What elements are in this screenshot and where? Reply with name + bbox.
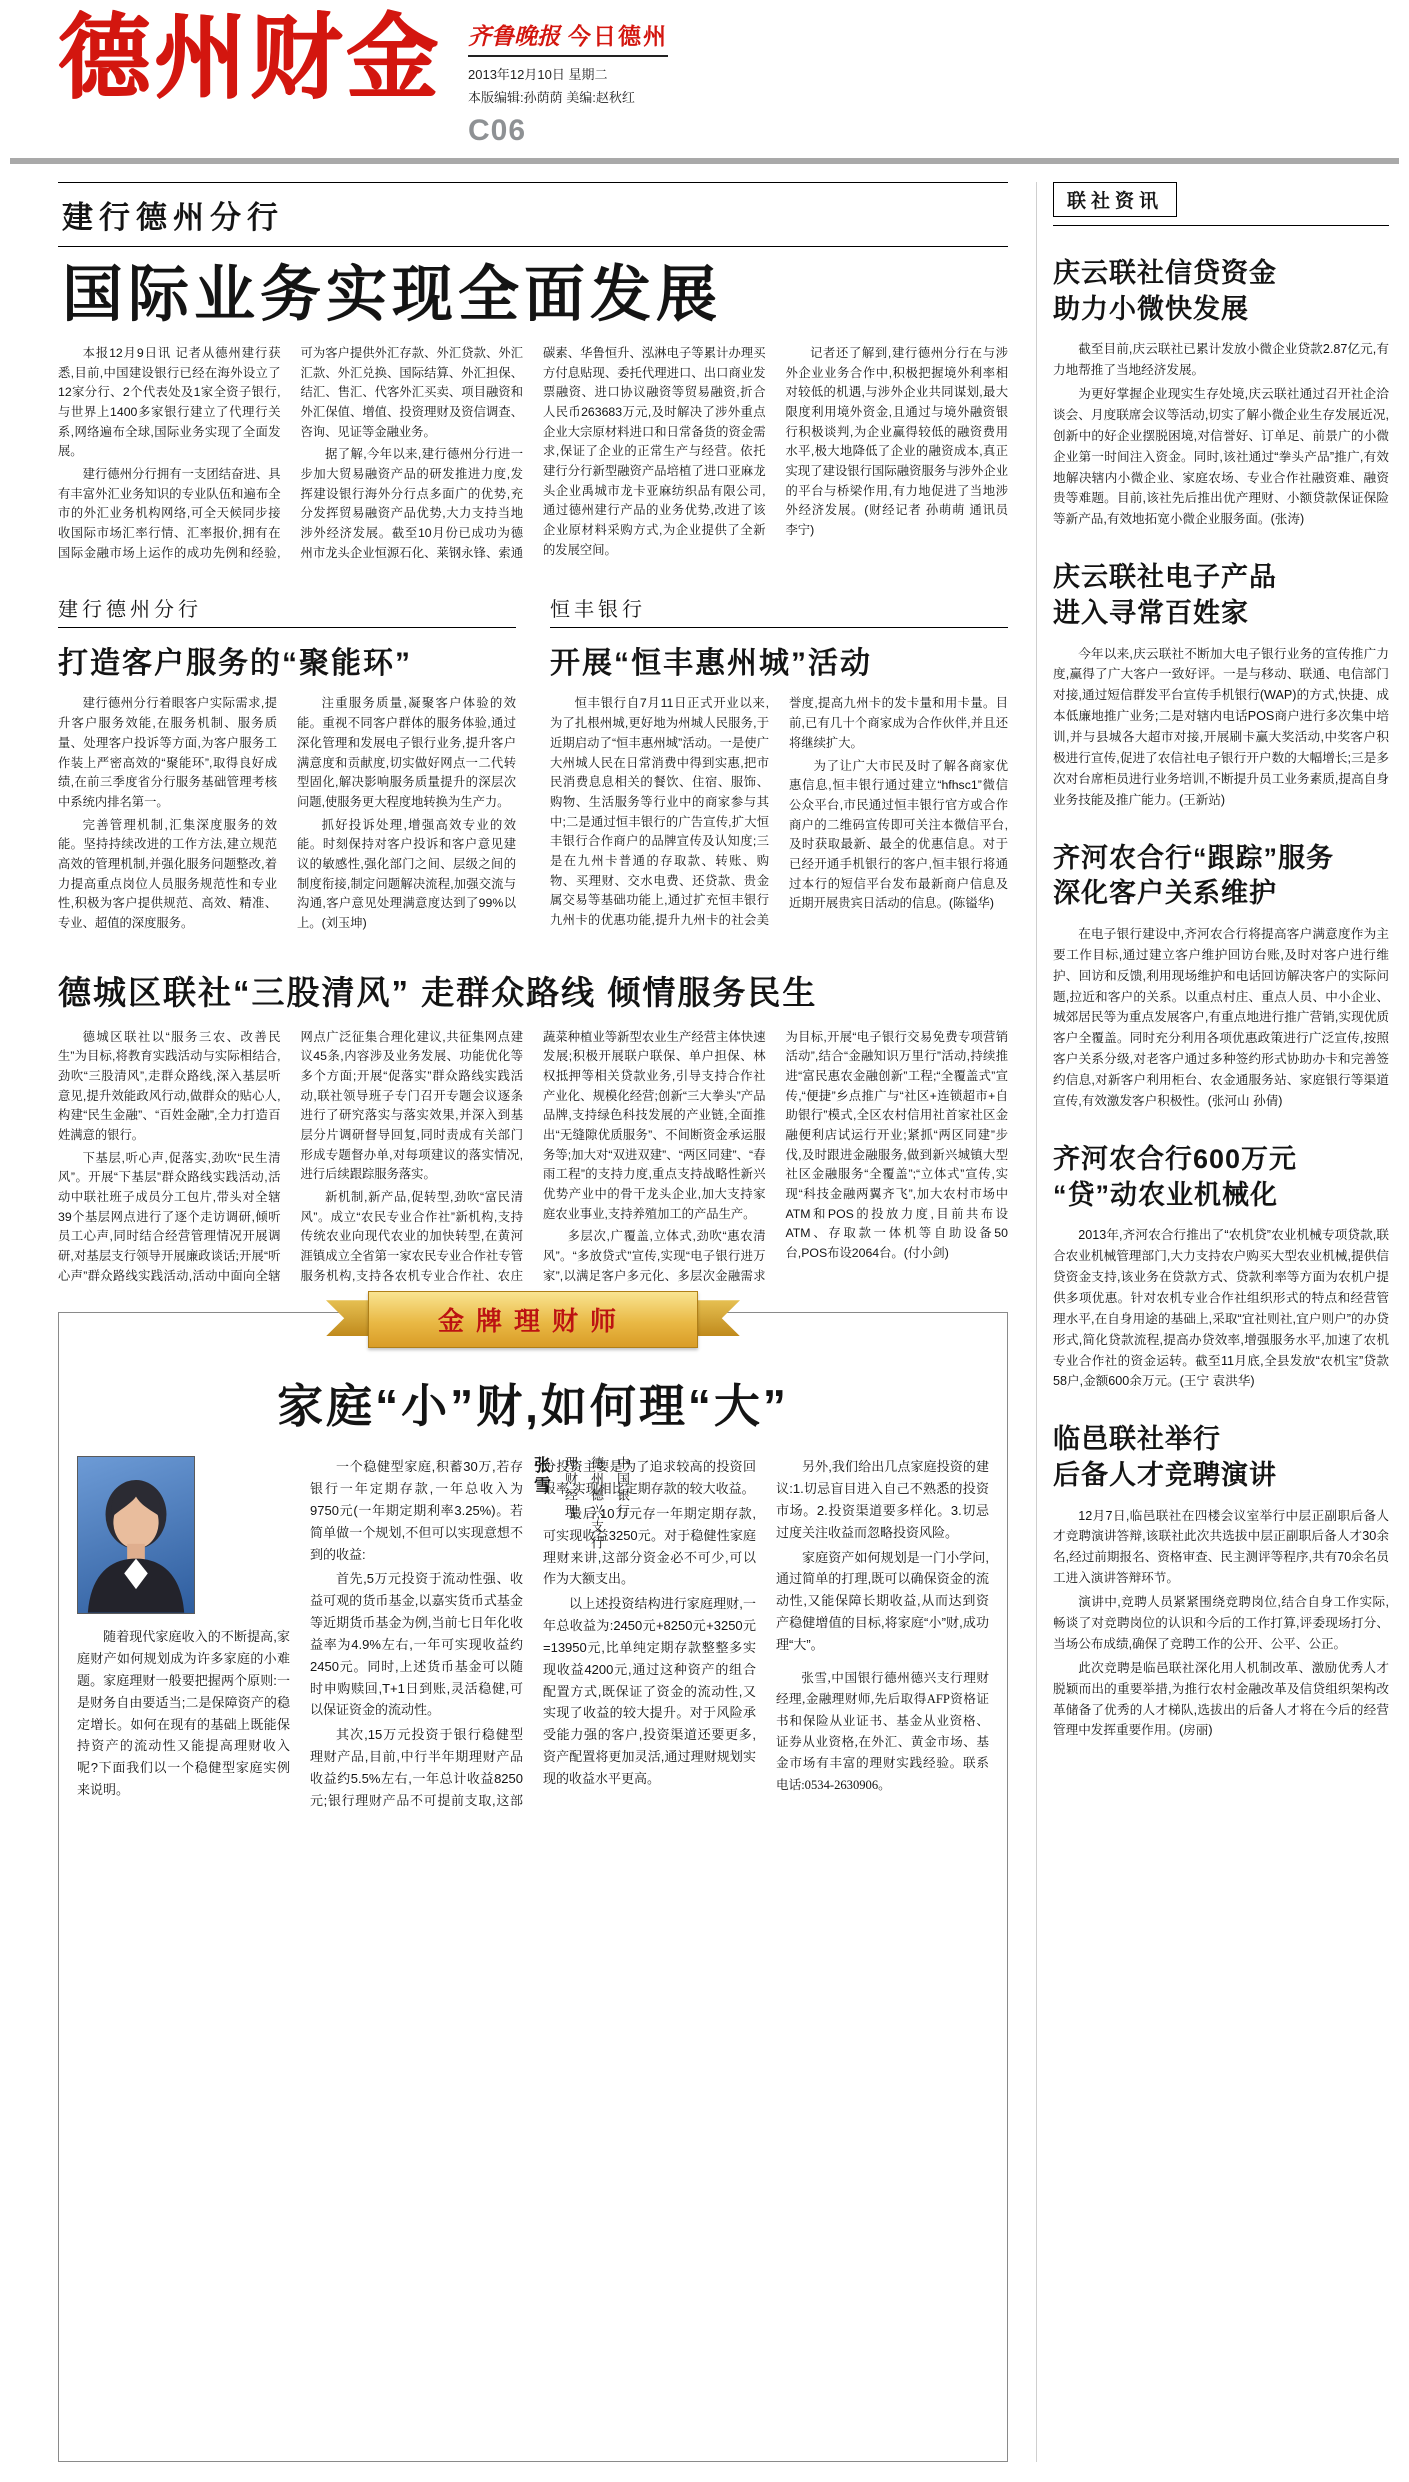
editor-line: 本版编辑:孙荫荫 美编:赵秋红 <box>468 90 635 105</box>
paragraph: 首先,5万元投资于流动性强、收益可观的货币基金,以嘉实货币式基金等近期货币基金为例,当前七日年化收益率为4.9%左右,一年可实现收益约2450元。同时,上述货币基金可以随时申购赎回,T+1日到账,灵活稳健,可以保证资金的流动性。 <box>310 1571 523 1718</box>
article-headline: 开展“恒丰惠州城”活动 <box>550 647 872 681</box>
article-headline <box>1053 1142 1389 1213</box>
paragraph: 此次竞聘是临邑联社深化用人机制改革、激励优秀人才脱颖而出的重要举措,为推行农村金融改革及信贷组织架构改革储备了优秀的人才梯队,选拔出的后备人才将在今后的经营管理中发挥重要作用。(房丽) <box>1053 1660 1389 1738</box>
advisor-bio: 张雪,中国银行德州德兴支行理财经理,金融理财师,先后取得AFP资格证书和保险从业证书、基金从业资格、证券从业资格,在外汇、黄金市场、基金市场有丰富的理财实践经验。联系电话:0534-2630906。 <box>776 1670 989 1792</box>
paragraph: 记者还了解到,建行德州分行在与涉外企业业务合作中,积极把握境外利率相对较低的机遇,与涉外企业共同谋划,最大限度利用境外资金,且通过与境外融资银行积极谈判,为企业赢得较低的融资费用水平,极大地降低了企业的融资成本,真正实现了建设银行国际融资服务与涉外企业的平台与桥梁作用,有力地促进了当地涉外经济发展。(财经记者 孙萌萌 通讯员 李宁) <box>785 346 1008 538</box>
article-kicker: 恒丰银行 <box>550 593 1008 628</box>
paper-logo <box>468 18 668 57</box>
sidebar-news-column <box>1036 182 1389 2462</box>
paragraph: 抓好投诉处理,增强高效专业的效能。时刻保持对客户投诉和客户意见建议的敏感性,强化部门之间、层级之间的制度衔接,制定问题解决流程,加强交流与沟通,客户意见处理满意度达到了99%以上。(刘玉坤) <box>297 817 516 930</box>
headline-line: 深化客户关系维护 <box>1053 878 1277 909</box>
headline-line: 助力小微快发展 <box>1053 293 1249 324</box>
paragraph: 在电子银行建设中,齐河农合行将提高客户满意度作为主要工作目标,通过建立客户维护回访台账,及时对客户进行维护、回访和反馈,利用现场维护和电话回访解决客户的实际问题,拉近和客户的关系。以重点村庄、重点人员、中小企业、城郊居民等为重点发展客户,有重点地进行推广营销,实现优质客户全覆盖。同时充分利用各项优惠政策进行广泛宣传,按照客户关系分级,对老客户通过多种签约形式协助办卡和完善签约信息,对新客户利用柜台、农金通服务站、家庭银行等渠道宣传,有效激发客户积极性。(张河山 孙倩) <box>1053 926 1389 1109</box>
article-decheng-sanguqingfeng <box>58 967 1008 1287</box>
masthead-meta <box>468 10 668 148</box>
headline-line: 齐河农合行“跟踪”服务 <box>1053 842 1334 873</box>
paper-logo-name: 齐鲁晚报 <box>468 24 561 49</box>
paragraph: 本报12月9日讯 记者从德州建行获悉,目前,中国建设银行已经在海外设立了12家分行、2个代表处及1家全资子银行,与世界上1400多家银行建立了代理行关系,网络遍布全球,国际业务实现了全面发展。 <box>58 346 281 459</box>
paragraph: 下基层,听心声,促落实,劲吹“民生清风”。开展“下基层”群众路线实践活动,活动中联社班子成员分工包片,带头对全辖39个基层网点进行了逐个走访调研,倾听员工心声,同时结合经营管理情况开展调研,对基层支行领导开展廉政谈话;开展“听心声”群众路线实践活动,活动中面向全辖网点广泛征集合理化建议,共征集网点建议45条,内容涉及业务发展、功能优化等多个方面;开展“促落实”群众路线实践活动,联社领导班子专门召开专题会议逐条进行了研究落实与落实效果,并深入到基层分片调研督导回复,同时责成有关部门形成专题督办单,对每项建议的落实情况,进行后续跟踪服务落实。 <box>58 1029 523 1283</box>
paragraph: 为了让广大市民及时了解各商家优惠信息,恒丰银行通过建立“hfhsc1”微信公众平台,市民通过恒丰银行官方或合作商户的二维码宣传即可关注本微信平台,及时获取最新、最全的优惠信息。对于已经开通手机银行的客户,恒丰银行将通过本行的短信平台发布最新商户信息及近期开展贵宾日活动的信息。(陈镒华) <box>789 758 1008 911</box>
paragraph: 今年以来,庆云联社不断加大电子银行业务的宣传推广力度,赢得了广大客户一致好评。一是与移动、联通、电信部门对接,通过短信群发平台宣传手机银行(WAP)的方式,快捷、成本低廉地推广业务;二是对辖内电话POS商户进行多次集中培训,并与县城各大超市对接,开展刷卡赢大奖活动,中奖客户积极进行宣传,促进了农信社电子银行开户数的大幅增长;三是多次对台席柜员进行业务培训,不断提升员工业务素质,提高自身业务技能及推广能力。(王新站) <box>1053 646 1389 807</box>
caption-line: 理财经理 <box>563 1456 578 1521</box>
article-body <box>58 694 516 936</box>
article-kicker: 建行德州分行 <box>58 593 516 628</box>
article-hengfeng-activity <box>550 593 1008 936</box>
paragraph: 家庭资产如何规划是一门小学问,通过简单的打理,既可以确保资金的流动性,又能保障长期收益,从而达到资产稳健增值的目标,将家庭“小”财,成功理“大”。 <box>776 1549 989 1652</box>
article-body <box>1053 1506 1389 1742</box>
paragraph: 另外,我们给出几点家庭投资的建议:1.切忌盲目进入自己不熟悉的投资市场。2.投资渠道要多样化。3.切忌过度关注收益而忽略投资风险。 <box>776 1459 989 1540</box>
headline-line: 庆云联社电子产品 <box>1053 562 1277 593</box>
main-column <box>58 182 1008 2462</box>
banner-label: 金牌理财师 <box>368 1291 698 1348</box>
sidebar-header <box>1053 182 1389 226</box>
masthead-title: 德州财金 <box>58 7 443 109</box>
article-headline: 国际业务实现全面发展 <box>62 260 723 328</box>
article-headline: 德城区联社“三股清风” 走群众路线 倾情服务民生 <box>58 973 818 1011</box>
article-body <box>1053 644 1389 811</box>
headline-line: 临邑联社举行 <box>1053 1424 1221 1455</box>
side-article-qingyun-ebank <box>1053 560 1389 810</box>
paper-logo-edition: 今日德州 <box>568 23 669 49</box>
paragraph: 最后,10万元存一年期定期存款,可实现收益3250元。对于稳健性家庭理财来讲,这部分资金必不可少,可以作为大额支出。 <box>543 1505 756 1587</box>
paragraph: 新机制,新产品,促转型,劲吹“富民清风”。成立“农民专业合作社”新机构,支持传统农业向现代农业的加快转型,在黄河涯镇成立全省第一家农民专业合作社专管服务机构,支持各农机专业合作社、农庄蔬菜种植业等新型农业生产经营主体快速发展;积极开展联户联保、单户担保、林权抵押等相关贷款业务,引导支持合作社产业化、规模化经营;创新“三大拳头”产品品牌,支持绿色科技发展的产业链,全面推出“无缝隙优质服务”、不间断资金承运服务等;加大对“双进双建”、“两区同建”、“春雨工程”的支持力度,重点支持战略性新兴优势产业中的骨干龙头企业,加大支持家庭农业事业,支持养殖加工的产品生产。 <box>300 1029 766 1283</box>
header-divider <box>10 158 1399 164</box>
paragraph: 12月7日,临邑联社在四楼会议室举行中层正副职后备人才竞聘演讲答辩,该联社此次共选拔中层正副职后备人才30余名,经过前期报名、资格审查、民主测评等程序,共有70余名员工进入演讲答辩环节。 <box>1053 1508 1389 1586</box>
paragraph: 随着现代家庭收入的不断提高,家庭财产如何规划成为许多家庭的小难题。家庭理财一般要把握两个原则:一是财务自由要适当;二是保障资产的稳定增长。如何在现有的基础上既能保持资产的流动性又能提高理财收入呢?下面我们以一个稳健型家庭实例来说明。 <box>77 1629 290 1798</box>
sidebar-section-label: 联社资讯 <box>1053 182 1177 217</box>
paragraph: 为更好掌握企业现实生存处境,庆云联社通过召开社企洽谈会、月度联席会议等活动,切实了解小微企业生存发展近况,创新中的好企业摆脱困境,对信誉好、订单足、前景广的小微企业第一时间注入资金。同时,该社通过“拳头产品”推广,有效地解决辖内小微企业、家庭农场、专业合作社融资难、融资贵等难题。目前,该社先后推出优产理财、小额贷款保证保险等新产品,有效地拓宽小微企业服务面。(张涛) <box>1053 387 1389 527</box>
article-headline <box>1053 1422 1389 1493</box>
paragraph: 建行德州分行着眼客户实际需求,提升客户服务效能,在服务机制、服务质量、处理客户投诉等方面,为客户服务工作装上严密高效的“聚能环”,取得良好成绩,在前三季度省分行服务基础管理考核中系统内排名第一。 <box>58 696 277 809</box>
gold-ribbon-banner <box>368 1291 698 1348</box>
paragraph: 一个稳健型家庭,积蓄30万,若存银行一年定期存款,一年总收入为9750元(一年期定期利率3.25%)。若简单做一个规划,不但可以实现意想不到的收益: <box>310 1459 523 1562</box>
headline-line: “贷”动农业机械化 <box>1053 1179 1278 1210</box>
side-article-qihe-loans <box>1053 1142 1389 1392</box>
article-headline: 家庭“小”财,如何理“大” <box>277 1380 789 1433</box>
headline-line: 齐河农合行600万元 <box>1053 1143 1298 1174</box>
paragraph: 2013年,齐河农合行推出了“农机贷”农业机械专项贷款,联合农业机械管理部门,大力支持农户购买大型农业机械,提供信贷资金支持,该业务在贷款方式、贷款利率等方面为农机户提供多项优惠。针对农机专业合作社组织形式的特点和经营管理水平,在自身用途的基础上,采取“宜社则社,宜户则户”的办贷形式,简化贷款流程,提高办贷效率,增强服务水平,加速了农机专业合作社的资金运转。截至11月底,全县发放“农机宝”贷款58户,金额600余万元。(王宁 袁洪华) <box>1053 1228 1389 1389</box>
headline-line: 后备人才竞聘演讲 <box>1053 1459 1277 1490</box>
portrait-photo <box>77 1456 195 1614</box>
paragraph: 多层次,广覆盖,立体式,劲吹“惠农清风”。“多放贷式”宣传,实现“电子银行进万家”,以满足客户多元化、多层次金融需求为目标,开展“电子银行交易免费专项营销活动”,结合“金融知识万里行”活动,持续推进“富民惠农金融创新”工程;“全覆盖式”宣传,“便捷”乡点推广与“社区+连锁超市+自助银行”模式,全区农村信用社首家社区金融便利店试运行开业;紧抓“两区同建”步伐,及时跟进金融服务,做到新兴城镇大型社区金融服务“全覆盖”;“立体式”宣传,实现“科技金融两翼齐飞”,加大农村市场中ATM和POS的投放力度,目前共布设ATM、存取款一体机等自助设备50台,POS布设2064台。(付小剑) <box>543 1029 1008 1283</box>
masthead <box>58 7 1391 148</box>
paragraph: 完善管理机制,汇集深度服务的效能。坚持持续改进的工作方法,建立规范高效的管理机制,并强化服务问题整改,着力提高重点岗位人员服务规范性和专业性,积极为客户提供规范、高效、精准、专业、超值的深度服务。 <box>58 817 277 930</box>
paragraph: 恒丰银行自7月11日正式开业以来,为了扎根州城,更好地为州城人民服务,于近期启动了“恒丰惠州城”活动。一是使广大州城人民在日常消费中得到实惠,把市民消费息息相关的餐饮、住宿、服饰、购物、生活服务等行业中的商家参与其中;二是通过恒丰银行的广告宣传,扩大恒丰银行合作商户的品牌宣传及认知度;三是在九州卡普通的存取款、转账、购物、买理财、交水电费、还贷款、贵金属交易等基础功能上,通过扩充恒丰银行九州卡的优惠功能,提升九州卡的社会美誉度,提高九州卡的发卡量和用卡量。目前,已有几十个商家成为合作伙伴,并且还将继续扩大。 <box>550 696 1008 927</box>
article-headline: 打造客户服务的“聚能环” <box>58 647 412 681</box>
date-line: 2013年12月10日 星期二 <box>468 67 608 82</box>
article-body <box>58 344 1008 563</box>
article-headline <box>1053 256 1389 327</box>
article-body <box>1053 339 1389 530</box>
paragraph: 截至目前,庆云联社已累计发放小微企业贷款2.87亿元,有力地帮推了当地经济发展。 <box>1053 342 1389 378</box>
paragraph: 以上述投资结构进行家庭理财,一年总收益为:2450元+8250元+3250元=13950元,比单纯定期存款整整多实现收益4200元,通过这种资产的组合配置方式,既保证了资金的流动性,又实现了收益的较大提升。对于风险承受能力强的客户,投资渠道还要更多,资产配置将更加灵活,通过理财规划实现的收益水平更高。 <box>543 1596 756 1786</box>
page-number: C06 <box>468 114 527 147</box>
caption-line: 德州德兴支行 <box>589 1456 604 1553</box>
article-body <box>1053 924 1389 1112</box>
article-service-ring <box>58 593 516 936</box>
article-kicker: 建行德州分行 <box>58 182 1008 247</box>
paragraph: 建行德州分行拥有一支团结奋进、具有丰富外汇业务知识的专业队伍和遍布全市的外汇业务机构网络,可全天候同步接收国际市场汇率行情、汇率报价,拥有在国际金融市场上运作的成功先例和经验,可为客户提供外汇存款、外汇贷款、外汇汇款、外汇兑换、国际结算、外汇担保、结汇、售汇、代客外汇买卖、项目融资和外汇保值、增值、投资理财及资信调查、咨询、见证等金融业务。 <box>58 346 523 560</box>
article-body <box>77 1456 989 1811</box>
article-headline <box>1053 841 1389 912</box>
caption-name: 张雪 <box>531 1456 550 1497</box>
side-article-qihe-tracking <box>1053 841 1389 1112</box>
article-body <box>1053 1225 1389 1392</box>
side-article-qingyun-credit <box>1053 256 1389 530</box>
article-international-business <box>58 182 1008 563</box>
article-body <box>550 694 1008 930</box>
headline-line: 进入寻常百姓家 <box>1053 597 1249 628</box>
paragraph: 其次,15万元投资于银行稳健型理财产品,目前,中行半年期理财产品收益约5.5%左右,一年总计收益8250元;银行理财产品不可提前支取,这部分投资主要是为了追求较高的投资回报率,实现相比定期存款的较大收益。 <box>310 1459 756 1808</box>
article-body <box>58 1028 1008 1287</box>
paragraph: 注重服务质量,凝聚客户体验的效能。重视不同客户群体的服务体验,通过深化管理和发展电子银行业务,提升客户满意度和贡献度,切实做好网点一二代转型固化,解决影响服务质量提升的深层次问题,使服务更大程度地转换为生产力。 <box>297 696 516 809</box>
caption-line: 中国银行 <box>615 1456 630 1521</box>
article-family-finance <box>58 1306 1008 2462</box>
side-article-linyi-contest <box>1053 1422 1389 1741</box>
paragraph: 德城区联社以“服务三农、改善民生”为目标,将教育实践活动与实际相结合,劲吹“三股清风”,走群众路线,深入基层听意见,提升效能政风行动,做群众的贴心人,构建“民生金融”、“百姓金融”,全力打造百姓满意的银行。 <box>58 1029 281 1142</box>
person-silhouette-icon <box>78 1457 194 1613</box>
article-headline <box>1053 560 1389 631</box>
paragraph: 据了解,今年以来,建行德州分行进一步加大贸易融资产品的研发推进力度,发挥建设银行海外分行点多面广的优势,充分发挥贸易融资产品优势,大力支持当地涉外经济发展。截至10月份已成功为德州市龙头企业恒源石化、莱钢永锋、索通碳素、华鲁恒升、泓淋电子等累计办理买方付息贴现、委托代理进口、出口商业发票融资、进口协议融资等贸易融资,折合人民币263683万元,及时解决了涉外重点企业大宗原材料进口和日常备货的资金需求,保证了企业的正常生产与经营。依托建行分行新型融资产品培植了进口亚麻龙头企业禹城市龙卡亚麻纺织品有限公司,通过德州建行产品的业务优势,改进了该企业原材料采购方式,为企业提供了全新的发展空间。 <box>300 346 766 560</box>
headline-line: 庆云联社信贷资金 <box>1053 258 1277 288</box>
paragraph: 演讲中,竞聘人员紧紧围绕竞聘岗位,结合自身工作实际,畅谈了对竞聘岗位的认识和今后的工作打算,评委现场打分、当场公布成绩,确保了竞聘工作的公开、公平、公正。 <box>1053 1595 1389 1651</box>
